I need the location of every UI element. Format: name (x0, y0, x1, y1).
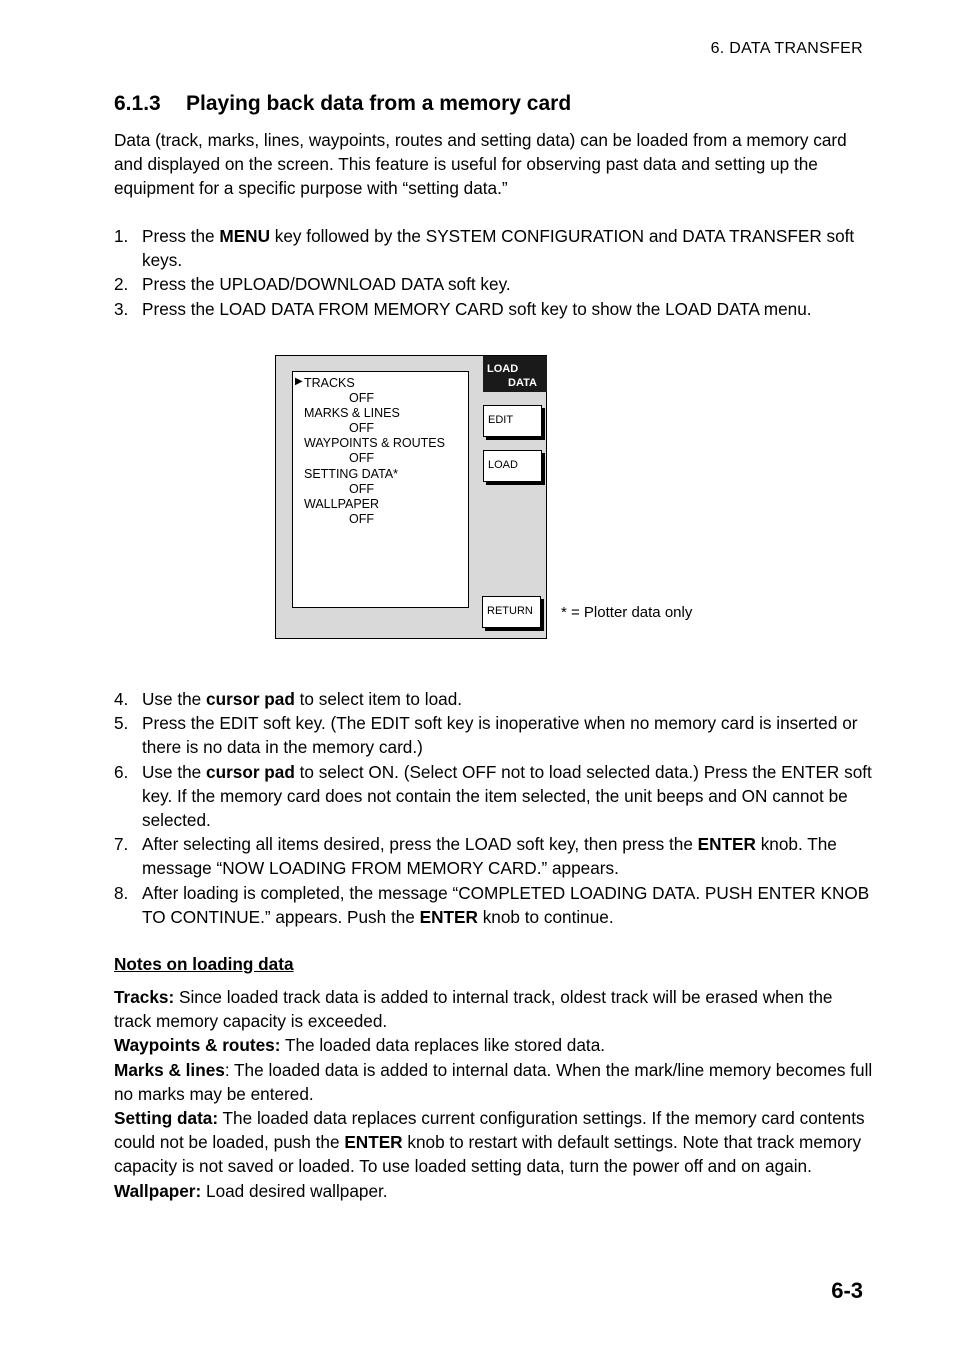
step-6 (114, 760, 874, 833)
menu-value-tracks: OFF (349, 391, 374, 405)
step-3 (114, 297, 874, 321)
steps-list-b (114, 687, 874, 929)
step-number: 7. (114, 834, 129, 855)
softkey-title (483, 356, 547, 392)
step-text: to select item to load. (294, 689, 463, 709)
step-number: 8. (114, 882, 129, 903)
step-text: knob to continue. (477, 906, 614, 927)
note-text: The loaded data replaces current configuration settings. If the memory card contents could not be loaded, push the (114, 1108, 865, 1153)
note-text: Since loaded track data is added to internal track, oldest track will be erased when the track memory capacity is exceeded. (114, 987, 833, 1032)
step-text: key followed by the SYSTEM CONFIGURATION and DATA TRANSFER soft keys. (142, 226, 855, 271)
step-number: 1. (114, 226, 129, 246)
step-text: After selecting all items desired, press the LOAD soft key, then press the (142, 834, 698, 855)
running-head: 6. DATA TRANSFER (710, 40, 863, 57)
menu-item-waypoints-routes[interactable]: WAYPOINTS & ROUTES (304, 436, 445, 450)
load-data-screen (275, 355, 547, 639)
menu-item-tracks[interactable]: TRACKS (304, 376, 355, 390)
step-7 (114, 832, 874, 880)
note-text: Load desired wallpaper. (201, 1180, 388, 1201)
menu-value-marks-lines: OFF (349, 421, 374, 435)
step-number: 3. (114, 298, 129, 319)
step-2 (114, 272, 874, 296)
note-label: Tracks: (114, 987, 175, 1007)
note-label: Wallpaper: (114, 1180, 202, 1201)
softkey-title-line1: LOAD (487, 363, 519, 375)
note-tracks (114, 985, 874, 1033)
step-4 (114, 687, 874, 711)
return-softkey[interactable]: RETURN (482, 596, 541, 628)
menu-value-waypoints-routes: OFF (349, 451, 374, 465)
step-8 (114, 881, 874, 929)
notes-heading: Notes on loading data (114, 954, 294, 974)
note-bold: ENTER (344, 1132, 403, 1153)
menu-item-setting-data[interactable]: SETTING DATA* (304, 467, 398, 481)
note-label: Waypoints & routes: (114, 1035, 281, 1056)
note-setting-data (114, 1106, 874, 1179)
step-text: After loading is completed, the message “COMPLETED LOADING DATA. PUSH ENTER KNOB TO CONTINUE.” appears. Push the (142, 882, 870, 927)
step-text: to select ON. (Select OFF not to load selected data.) Press the ENTER soft key. If the memory card does not contain the item selected, the unit beeps and ON cannot be selected. (142, 761, 872, 831)
step-number: 5. (114, 713, 129, 734)
softkey-title-line2: DATA (508, 377, 537, 389)
menu-item-wallpaper[interactable]: WALLPAPER (304, 497, 380, 511)
intro-paragraph: Data (track, marks, lines, waypoints, routes and setting data) can be loaded from a memory card and displayed on the screen. This feature is useful for observing past data and setting up the equipment for a specific purpose with “setting data.” (114, 130, 847, 199)
cursor-triangle-icon: ▶ (295, 376, 303, 387)
note-text: The loaded data replaces like stored data. (280, 1035, 606, 1056)
step-text: Use the (142, 761, 207, 782)
step-text: Press the LOAD DATA FROM MEMORY CARD soft key to show the LOAD DATA menu. (142, 298, 812, 319)
section-number: 6.1.3 (114, 92, 161, 115)
step-bold: MENU (219, 226, 270, 246)
section-title-text: Playing back data from a memory card (186, 92, 572, 115)
step-number: 6. (114, 761, 129, 782)
step-text: Press the UPLOAD/DOWNLOAD DATA soft key. (142, 274, 511, 295)
step-5 (114, 711, 874, 759)
note-text: : The loaded data is added to internal data. When the mark/line memory becomes full no marks may be entered. (114, 1059, 873, 1104)
note-wallpaper (114, 1179, 874, 1203)
step-text: knob. The message “NOW LOADING FROM MEMORY CARD.” appears. (142, 834, 837, 879)
step-bold: ENTER (419, 906, 478, 927)
step-bold: ENTER (697, 834, 756, 855)
step-number: 2. (114, 274, 129, 295)
load-data-menu (292, 371, 469, 608)
note-text: knob to restart with default settings. Note that track memory capacity is not saved or loaded. To use loaded setting data, turn the power off and on again. (114, 1132, 862, 1177)
steps-list-a (114, 224, 874, 321)
note-label: Setting data: (114, 1108, 219, 1129)
figure-note: * = Plotter data only (561, 604, 693, 621)
step-text: Press the (142, 226, 220, 246)
page-number: 6-3 (831, 1278, 863, 1303)
step-text: Press the EDIT soft key. (The EDIT soft key is inoperative when no memory card is inserted or there is no data in the memory card.) (142, 713, 858, 758)
note-marks-lines (114, 1058, 874, 1106)
menu-item-marks-lines[interactable]: MARKS & LINES (304, 406, 400, 420)
load-softkey[interactable]: LOAD (483, 450, 542, 482)
edit-softkey[interactable]: EDIT (483, 405, 542, 437)
step-number: 4. (114, 689, 129, 709)
note-label: Marks & lines (114, 1059, 225, 1080)
note-waypoints-routes (114, 1033, 874, 1057)
step-text: Use the (142, 689, 207, 709)
notes-section (114, 985, 874, 1203)
step-bold: cursor pad (206, 689, 295, 709)
step-1 (114, 224, 874, 272)
section-title (114, 92, 571, 116)
menu-value-setting-data: OFF (349, 482, 374, 496)
menu-value-wallpaper: OFF (349, 512, 374, 526)
step-bold: cursor pad (206, 761, 295, 782)
